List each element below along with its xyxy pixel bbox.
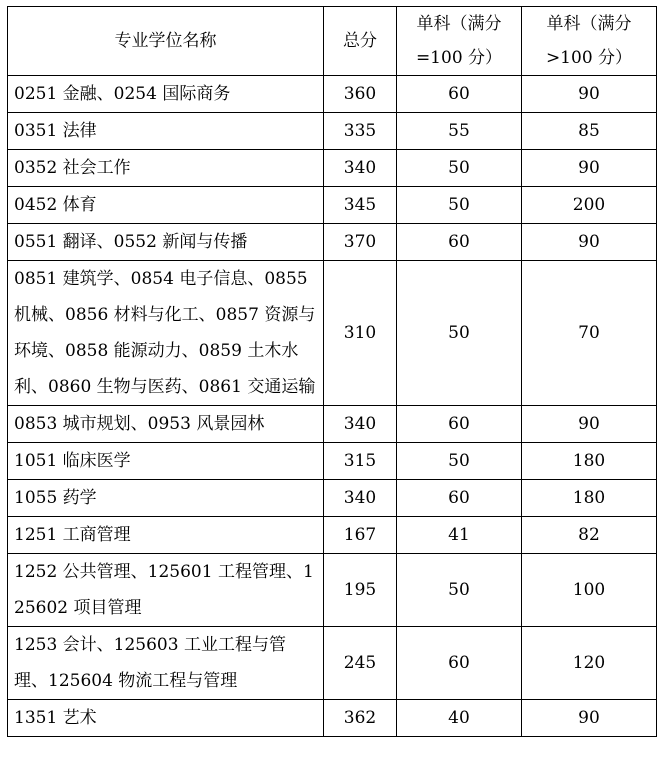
table-row: [8, 517, 657, 554]
single-over-100-cell: 90: [522, 700, 657, 737]
single-over-100-cell: 120: [522, 627, 657, 700]
header-single-subject-over-100: [522, 7, 657, 76]
header-single-subject-100-line1: 单科（满分: [416, 14, 502, 34]
major-name-cell: 0853 城市规划、0953 风景园林: [8, 406, 324, 443]
single-100-cell: 60: [397, 480, 522, 517]
major-name-cell: 0351 法律: [8, 113, 324, 150]
single-over-100-cell: 82: [522, 517, 657, 554]
total-score-cell: 310: [324, 261, 397, 406]
table-row: [8, 261, 657, 406]
total-score-cell: 340: [324, 480, 397, 517]
major-name-cell: 0452 体育: [8, 187, 324, 224]
single-100-cell: 60: [397, 627, 522, 700]
major-name-cell: 1055 药学: [8, 480, 324, 517]
table-row: [8, 224, 657, 261]
table-row: [8, 187, 657, 224]
score-line-table: [7, 6, 657, 737]
header-single-subject-over-100-line1: 单科（满分: [546, 14, 632, 34]
major-name-cell: 1351 艺术: [8, 700, 324, 737]
total-score-cell: 345: [324, 187, 397, 224]
single-100-cell: 50: [397, 443, 522, 480]
total-score-cell: 315: [324, 443, 397, 480]
total-score-cell: 340: [324, 150, 397, 187]
table-row: [8, 554, 657, 627]
single-over-100-cell: 180: [522, 443, 657, 480]
major-name-cell: 1252 公共管理、125601 工程管理、125602 项目管理: [8, 554, 324, 627]
table-row: [8, 76, 657, 113]
single-over-100-cell: 200: [522, 187, 657, 224]
single-over-100-cell: 100: [522, 554, 657, 627]
major-name-cell: 0251 金融、0254 国际商务: [8, 76, 324, 113]
header-major-name: 专业学位名称: [8, 7, 324, 76]
table-row: [8, 113, 657, 150]
single-over-100-cell: 180: [522, 480, 657, 517]
single-100-cell: 60: [397, 224, 522, 261]
single-over-100-cell: 90: [522, 150, 657, 187]
total-score-cell: 340: [324, 406, 397, 443]
table-row: [8, 150, 657, 187]
major-name-cell: 0551 翻译、0552 新闻与传播: [8, 224, 324, 261]
single-over-100-cell: 90: [522, 76, 657, 113]
single-over-100-cell: 85: [522, 113, 657, 150]
total-score-cell: 335: [324, 113, 397, 150]
single-100-cell: 55: [397, 113, 522, 150]
single-100-cell: 50: [397, 261, 522, 406]
header-single-subject-100: [397, 7, 522, 76]
total-score-cell: 245: [324, 627, 397, 700]
header-row: [8, 7, 657, 76]
major-name-cell: 1251 工商管理: [8, 517, 324, 554]
single-100-cell: 41: [397, 517, 522, 554]
major-name-cell: 0851 建筑学、0854 电子信息、0855 机械、0856 材料与化工、0857 资源与环境、0858 能源动力、0859 土木水利、0860 生物与医药、0861 交通运输: [8, 261, 324, 406]
table-row: [8, 480, 657, 517]
major-name-cell: 1253 会计、125603 工业工程与管理、125604 物流工程与管理: [8, 627, 324, 700]
total-score-cell: 370: [324, 224, 397, 261]
major-name-cell: 1051 临床医学: [8, 443, 324, 480]
total-score-cell: 360: [324, 76, 397, 113]
table-row: [8, 700, 657, 737]
single-over-100-cell: 90: [522, 406, 657, 443]
single-over-100-cell: 90: [522, 224, 657, 261]
total-score-cell: 362: [324, 700, 397, 737]
major-name-cell: 0352 社会工作: [8, 150, 324, 187]
header-single-subject-over-100-line2: >100 分）: [545, 48, 633, 68]
table-body: [8, 76, 657, 737]
table-row: [8, 443, 657, 480]
table-header: [8, 7, 657, 76]
single-over-100-cell: 70: [522, 261, 657, 406]
total-score-cell: 167: [324, 517, 397, 554]
single-100-cell: 50: [397, 554, 522, 627]
single-100-cell: 60: [397, 406, 522, 443]
single-100-cell: 50: [397, 150, 522, 187]
header-total-score: 总分: [324, 7, 397, 76]
single-100-cell: 40: [397, 700, 522, 737]
total-score-cell: 195: [324, 554, 397, 627]
single-100-cell: 50: [397, 187, 522, 224]
header-single-subject-100-line2: =100 分）: [415, 48, 503, 68]
table-row: [8, 627, 657, 700]
table-row: [8, 406, 657, 443]
single-100-cell: 60: [397, 76, 522, 113]
